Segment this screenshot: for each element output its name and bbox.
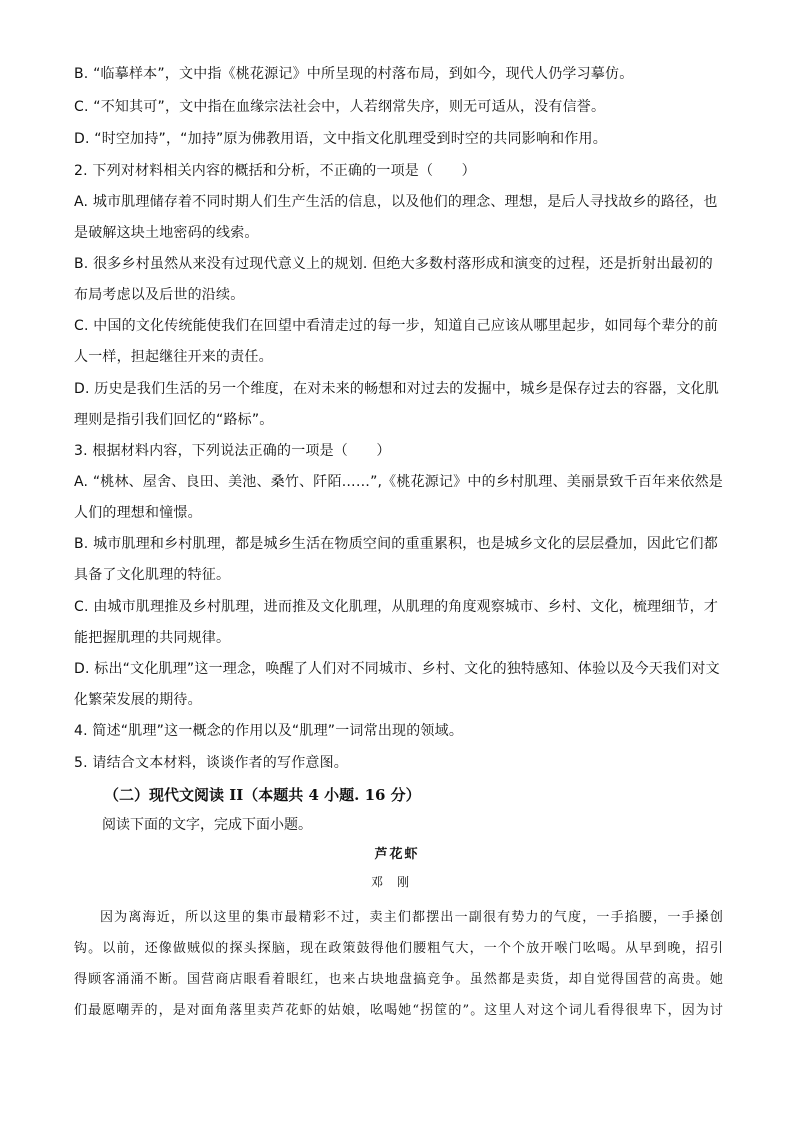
story-author: 邓刚 <box>370 875 423 889</box>
question-4: 4. 简述“肌理”这一概念的作用以及“肌理”一词常出现的领域。 <box>74 723 464 739</box>
question-1-option-b: B. “临摹样本”，文中指《桃花源记》中所呈现的村落布局，到如今，现代人仍学习摹仿。 <box>74 66 634 82</box>
question-3-option-a: A. “桃林、屋舍、良田、美池、桑竹、阡陌……”,《桃花源记》中的乡村肌理、美丽景致千百年来依然是人们的理想和憧憬。 <box>74 474 723 521</box>
section-title: （二）现代文阅读 II（本题共 4 小题. 16 分） <box>104 786 421 804</box>
question-2-option-c: C. 中国的文化传统能使我们在回望中看清走过的每一步，知道自己应该从哪里起步，如同每个辈分的前人一样，担起继往开来的责任。 <box>74 318 719 365</box>
question-1-option-d: D. “时空加持”，“加持”原为佛教用语，文中指文化肌理受到时空的共同影响和作用。 <box>74 131 607 147</box>
question-2-option-d: D. 历史是我们生活的另一个维度，在对未来的畅想和对过去的发掘中，城乡是保存过去的容器，文化肌理则是指引我们回忆的“路标”。 <box>74 381 720 428</box>
question-3-stem: 3. 根据材料内容，下列说法正确的一项是（ ） <box>74 443 391 459</box>
question-1-option-c: C. “不知其可”，文中指在血缘宗法社会中，人若纲常失序，则无可适从，没有信誉。 <box>74 99 606 115</box>
question-2-option-a: A. 城市肌理储存着不同时期人们生产生活的信息，以及他们的理念、理想，是后人寻找故乡的路径，也是破解这块土地密码的线索。 <box>74 194 718 241</box>
question-2-option-b: B. 很多乡村虽然从来没有过现代意义上的规划. 但绝大多数村落形成和演变的过程，还是折射出最初的布局考虑以及后世的沿续。 <box>74 256 714 303</box>
question-3-option-b: B. 城市肌理和乡村肌理，都是城乡生活在物质空间的重重累积，也是城乡文化的层层叠加，因此它们都具备了文化肌理的特征。 <box>74 536 718 583</box>
question-2-stem: 2. 下列对材料相关内容的概括和分析，不正确的一项是（ ） <box>74 163 476 179</box>
story-title: 芦花虾 <box>374 847 420 862</box>
question-3-option-d: D. 标出“文化肌理”这一理念，唤醒了人们对不同城市、乡村、文化的独特感知、体验以及今天我们对文化繁荣发展的期待。 <box>74 661 720 708</box>
story-paragraph: 因为离海近，所以这里的集市最精彩不过，卖主们都摆出一副很有势力的气度，一手掐腰，一手搡创钩。以前，还像做贼似的探头探脑，现在政策鼓得他们腰粗气大，一个个放开喉门吆喝。从早到晚，招引得顾客涌涌不断。国营商店眼看着眼红，也来占块地盘搞竞争。虽然都是卖货，却自觉得国营的高贵。她们最愿嘲弄的，是对面角落里卖芦花虾的姑娘，吆喝她“拐筐的”。这里人对这个词儿看得很卑下，因为讨 <box>74 910 724 1018</box>
question-5: 5. 请结合文本材料，谈谈作者的写作意图。 <box>74 755 349 771</box>
question-3-option-c: C. 由城市肌理推及乡村肌理，进而推及文化肌理，从肌理的角度观察城市、乡村、文化，梳理细节，才能把握肌理的共同规律。 <box>74 599 719 646</box>
section-intro: 阅读下面的文字，完成下面小题。 <box>102 817 312 833</box>
